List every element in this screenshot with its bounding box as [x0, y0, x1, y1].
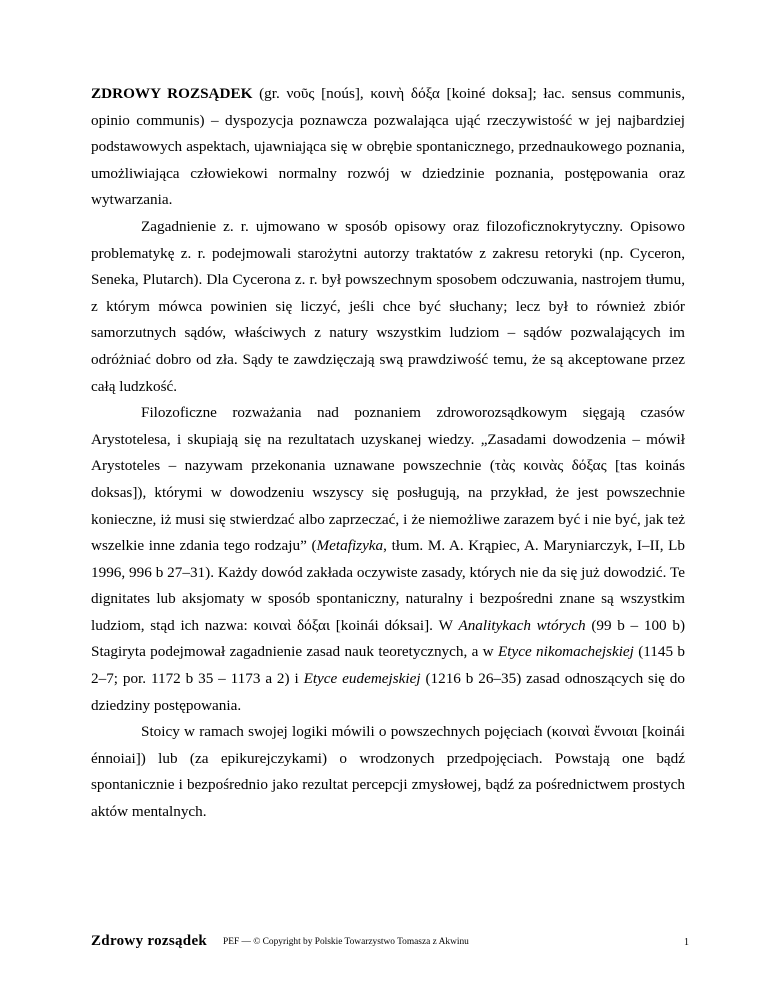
- page-number: 1: [684, 937, 689, 948]
- entry-headword: ZDROWY ROZSĄDEK: [91, 85, 253, 102]
- paragraph-text: (1145 b 2–7; por. 1172 b 35 – 1173 a 2) i: [91, 643, 685, 688]
- article-body: [91, 81, 685, 826]
- paragraph-descriptive: [91, 214, 685, 400]
- page-footer: [91, 933, 689, 953]
- paragraph-stoics: [91, 719, 685, 825]
- paragraph-text: , tłum. M. A. Krąpiec, A. Maryniarczyk, I–II, Lb 1996, 996 b 27–31). Każdy dowód zakłada oczywiste zasady, których nie da się już dowodzić. Te dignitates lub aksjomaty w sposób spontaniczny, naturalny i bezpośredni znane są wszystkim ludziom, stąd ich nazwa: κοιναὶ δόξαι [koinái dóksai]. W: [91, 537, 685, 634]
- work-title-eudemian-ethics: Etyce eudemejskiej: [303, 670, 421, 688]
- paragraph-text: Filozoficzne rozważania nad poznaniem zdroworozsądkowym sięgają czasów Arystotelesa, i skupiają się na rezultatach uzyskanej wiedzy. „Zasadami dowodzenia – mówił Arystoteles – nazywam przekonania uznawane powszechnie (τὰς κοινὰς δόξας [tas koinás doksas]), którymi w dowodzeniu wszyscy się posługują, na przykład, że jest powszechnie konieczne, iż musi się stwierdzać albo zaprzeczać, i że niemożliwe zarazem być i nie być, jak też wszelkie inne zdania tego rodzaju” (: [91, 404, 685, 555]
- paragraph-text: (99 b – 100 b) Stagiryta podejmował zagadnienie zasad nauk teoretycznych, a w: [91, 616, 685, 661]
- paragraph-text: Stoicy w ramach swojej logiki mówili o powszechnych pojęciach (κοιναὶ ἔννοιαι [koinái énnoiai]) lub (za epikurejczykami) o wrodzonych przedpojęciach. Powstają one bądź spontanicznie i bezpośrednio jako rezultat percepcji zmysłowej, bądź za pośrednictwem prostych aktów mentalnych.: [91, 723, 685, 821]
- work-title-metaphysics: Metafizyka: [316, 537, 384, 555]
- paragraph-text: Zagadnienie z. r. ujmowano w sposób opisowy oraz filozoficznokrytyczny. Opisowo problematykę z. r. podejmowali starożytni autorzy traktatów z zakresu retoryki (np. Cyceron, Seneka, Plutarch). Dla Cycerona z. r. był powszechnym sposobem odczuwania, nastrojem tłumu, z którym mówca powinien się liczyć, jeśli chce być słuchany; lecz był to również zbiór samorzutnych sądów, właściwych z natury wszystkim ludziom – sądów pozwalających im odróżniać dobro od zła. Sądy te zawdzięczają swą prawdziwość temu, że są akceptowane przez całą ludzkość.: [91, 217, 685, 395]
- paragraph-aristotle: [91, 400, 685, 719]
- footer-title: Zdrowy rozsądek: [91, 933, 208, 949]
- work-title-nicomachean-ethics: Etyce nikomachejskiej: [497, 643, 634, 661]
- paragraph-text: (1216 b 26–35) zasad odnoszących się do dziedziny postępowania.: [91, 670, 685, 714]
- paragraph-definition: [91, 81, 685, 214]
- definition-text: (gr. νοῦς [noús], κοινὴ δόξα [koiné doksa]; łac. sensus communis, opinio communis) – dyspozycja poznawcza pozwalająca ująć rzeczywistość w jej najbardziej podstawowych aspektach, ujawniająca się w obrębie spontanicznego, przednaukowego poznania, umożliwiająca człowiekowi normalny rozwój w dziedzinie poznania, postępowania oraz wytwarzania.: [91, 85, 685, 209]
- footer-copyright: PEF — © Copyright by Polskie Towarzystwo Tomasza z Akwinu: [223, 937, 469, 947]
- work-title-posterior-analytics: Analitykach wtórych: [458, 616, 586, 634]
